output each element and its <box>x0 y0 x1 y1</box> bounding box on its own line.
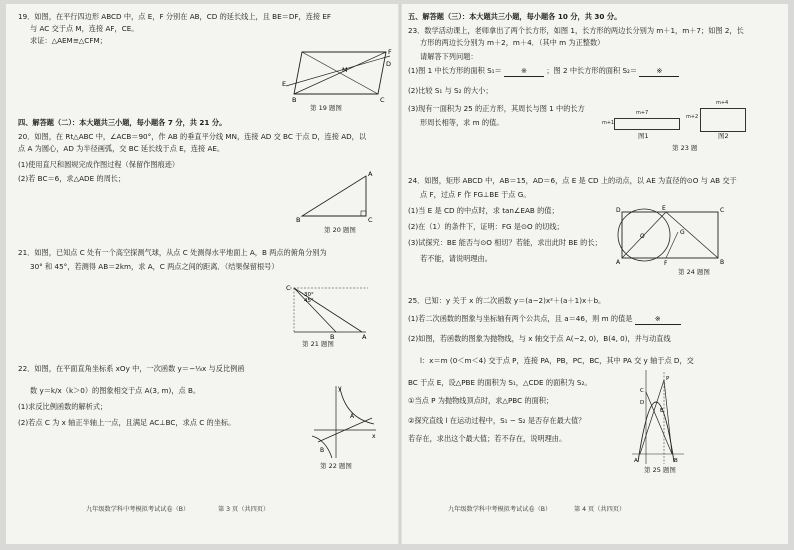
fig25-label-P: P <box>666 376 670 382</box>
q23-caption: 第 23 题 <box>672 144 698 152</box>
q25-line3: (2)如图，若函数的图象为抛物线，与 x 轴交于点 A(−2, 0)，B(4, 0)，并与动直线 <box>408 334 671 343</box>
q20-line1: 20．如图，在 Rt△ABC 中，∠ACB＝90°，作 AB 的垂直平分线 MN，连接 AD 交 BC 于点 D，连接 AD，以 <box>18 132 367 141</box>
fig22-label-y: y <box>338 385 342 392</box>
q23-line5: (2)比较 S₁ 与 S₂ 的大小； <box>408 86 493 95</box>
fig25-label-C: C <box>640 388 644 394</box>
q22-line4: (2)若点 C 为 x 轴正半轴上一点，且满足 AC⊥BC，求点 C 的坐标。 <box>18 418 236 427</box>
q19-line2: 与 AC 交于点 M，连接 AF，CE。 <box>30 24 139 33</box>
q22-line3: (1)求反比例函数的解析式； <box>18 402 108 411</box>
fig22-label-A: A <box>350 413 355 420</box>
q21-figure <box>282 282 374 340</box>
q23-line4 <box>408 66 679 77</box>
fig25-label-D: D <box>640 400 645 406</box>
q23-line4b: ；图 2 中长方形的面积 S₂＝ <box>546 66 638 75</box>
left-page <box>14 4 396 544</box>
q23-fig2-label: 图2 <box>718 132 729 140</box>
fig25-label-E: E <box>660 408 664 414</box>
fig24-label-G: G <box>680 229 685 236</box>
q25-line4: l：x＝m (0＜m＜4) 交于点 P，连接 PA，PB，PC，BC，其中 PA 交 y 轴于点 D，交 <box>420 356 694 365</box>
q23-blank-2: ※ <box>639 66 679 77</box>
fig24-label-B: B <box>720 259 725 266</box>
q23-label-m7: m+7 <box>636 110 649 116</box>
fig19-label-C: C <box>380 96 385 104</box>
fig21-label-A: A <box>362 333 367 341</box>
q20-line3: (1)使用直尺和圆规完成作图过程（保留作图痕迹） <box>18 160 180 169</box>
q23-rect-fig2 <box>700 108 746 132</box>
fig19-label-E: E <box>282 80 287 88</box>
fig22-label-x: x <box>372 433 376 440</box>
q21-caption: 第 21 题图 <box>302 340 334 348</box>
right-footer-title: 九年级数学科中考模拟考试试卷（B） <box>448 506 552 513</box>
fig25-label-B: B <box>674 458 678 464</box>
section-4-heading: 四、解答题（二）：本大题共三小题，每小题各 7 分，共 21 分。 <box>18 118 227 127</box>
q22-line1: 22．如图，在平面直角坐标系 xOy 中，一次函数 y＝−⅓x 与反比例函 <box>18 364 245 373</box>
fig20-label-C: C <box>368 216 373 224</box>
q23-fig1-label: 图1 <box>638 132 649 140</box>
fig24-label-F: F <box>664 260 668 267</box>
q25-line7: ②探究直线 l 在运动过程中，S₁ − S₂ 是否存在最大值？ <box>408 416 586 425</box>
q23-line7: 形周长相等，求 m 的值。 <box>420 118 504 127</box>
q20-caption: 第 20 题图 <box>324 226 356 234</box>
q19-line1: 19．如图，在平行四边形 ABCD 中，点 E，F 分别在 AB，CD 的延长线上，且 BE＝DF，连接 EF <box>18 12 332 21</box>
q19-line3: 求证：△AEM≌△CFM； <box>30 36 107 45</box>
fig19-label-F: F <box>388 48 392 56</box>
fig21-label-B: B <box>330 333 335 341</box>
fig20-label-A: A <box>368 170 373 178</box>
fig24-label-D: D <box>616 207 621 214</box>
right-page <box>408 4 780 544</box>
fig24-label-O: O <box>640 233 645 240</box>
page-fold <box>398 4 402 544</box>
fig24-label-C: C <box>720 207 725 214</box>
fig21-label-C: C <box>286 284 291 292</box>
q24-line4: (2)在（1）的条件下，证明：FG 是⊙O 的切线； <box>408 222 564 231</box>
q25-line5: BC 于点 E，设△PBE 的面积为 S₁，△CDE 的面积为 S₂。 <box>408 378 592 387</box>
q21-line1: 21．如图，已知点 C 处有一个高空探测气球，从点 C 处测得水平地面上 A，B 两点的俯角分别为 <box>18 248 327 257</box>
fig20-label-B: B <box>296 216 301 224</box>
q24-figure <box>614 204 724 266</box>
q25-caption: 第 25 题图 <box>644 466 676 474</box>
q23-line4a: (1)图 1 中长方形的面积 S₁＝ <box>408 66 502 75</box>
q24-line6: 若不能，请说明理由。 <box>420 254 492 263</box>
q24-line2: 点 F，过点 F 作 FG⊥BE 于点 G。 <box>420 190 531 199</box>
q23-label-m2: m+2 <box>686 114 699 120</box>
q25-line2 <box>408 314 681 325</box>
q22-figure <box>310 382 380 462</box>
q24-caption: 第 24 题图 <box>678 268 710 276</box>
fig19-label-M: M <box>342 66 348 74</box>
q24-line5: (3)试探究：BE 能否与⊙O 相切？若能，求出此时 BE 的长； <box>408 238 602 247</box>
fig21-angle45: 45° <box>304 298 314 304</box>
q20-line2: 点 A 为圆心，AD 为半径画弧，交 BC 延长线于点 E，连接 AE。 <box>18 144 225 153</box>
fig24-label-A: A <box>616 259 621 266</box>
q19-figure <box>282 42 392 104</box>
left-footer-title: 九年级数学科中考模拟考试试卷（B） <box>86 506 190 513</box>
q20-figure <box>296 168 386 224</box>
fig19-label-D: D <box>386 60 392 68</box>
q23-line2: 方形的两边长分别为 m＋2，m＋4．（其中 m 为正整数） <box>420 38 605 47</box>
q20-line4: (2)若 BC＝6，求△ADE 的周长； <box>18 174 126 183</box>
q24-line1: 24．如图，矩形 ABCD 中，AB＝15，AD＝6，点 E 是 CD 上的动点，以 AE 为直径的⊙O 与 AB 交于 <box>408 176 737 185</box>
q21-line2: 30° 和 45°，若测得 AB＝2km，求 A，C 两点之间的距离．（结果保留根号） <box>30 262 279 271</box>
q25-line2a: (1)若二次函数的图象与坐标轴有两个公共点，且 a＝46，则 m 的值是 <box>408 314 633 323</box>
q23-rect-fig1 <box>614 118 680 130</box>
q25-line1: 25．已知：y 关于 x 的二次函数 y＝(a−2)x²＋(a＋1)x＋b。 <box>408 296 606 305</box>
fig24-label-E: E <box>662 205 666 212</box>
fig19-label-B: B <box>292 96 297 104</box>
q22-caption: 第 22 题图 <box>320 462 352 470</box>
q25-line8: 若存在，求出这个最大值；若不存在，说明理由。 <box>408 434 567 443</box>
q23-line6: (3)现有一面积为 25 的正方形，其周长与图 1 中的长方 <box>408 104 585 113</box>
q19-caption: 第 19 题图 <box>310 104 342 112</box>
q23-label-m1: m+1 <box>602 120 615 126</box>
q23-line3: 请解答下列问题： <box>420 52 478 61</box>
exam-sheet <box>6 4 788 544</box>
fig25-label-A: A <box>634 458 638 464</box>
q23-label-m4: m+4 <box>716 100 729 106</box>
q25-figure <box>630 368 686 466</box>
q23-line1: 23．数学活动课上，老师拿出了两个长方形，如图 1，长方形的两边长分别为 m＋1，m＋7；如图 2，长 <box>408 26 744 35</box>
left-footer-page: 第 3 页（共四页） <box>218 506 270 513</box>
right-footer-page: 第 4 页（共四页） <box>574 506 626 513</box>
q24-line3: (1)当 E 是 CD 的中点时，求 tan∠EAB 的值； <box>408 206 559 215</box>
q25-blank: ※ <box>635 314 681 325</box>
q25-line6: ①当点 P 为抛物线顶点时，求△PBC 的面积； <box>408 396 554 405</box>
fig21-angle30: 30° <box>304 292 314 298</box>
fig22-label-B: B <box>320 447 325 454</box>
section-5-heading: 五、解答题（三）：本大题共三小题，每小题各 10 分，共 30 分。 <box>408 12 622 21</box>
q22-line2: 数 y＝k/x（k＞0）的图象相交于点 A(3, m)，点 B。 <box>30 386 201 395</box>
q23-blank-1: ※ <box>504 66 544 77</box>
